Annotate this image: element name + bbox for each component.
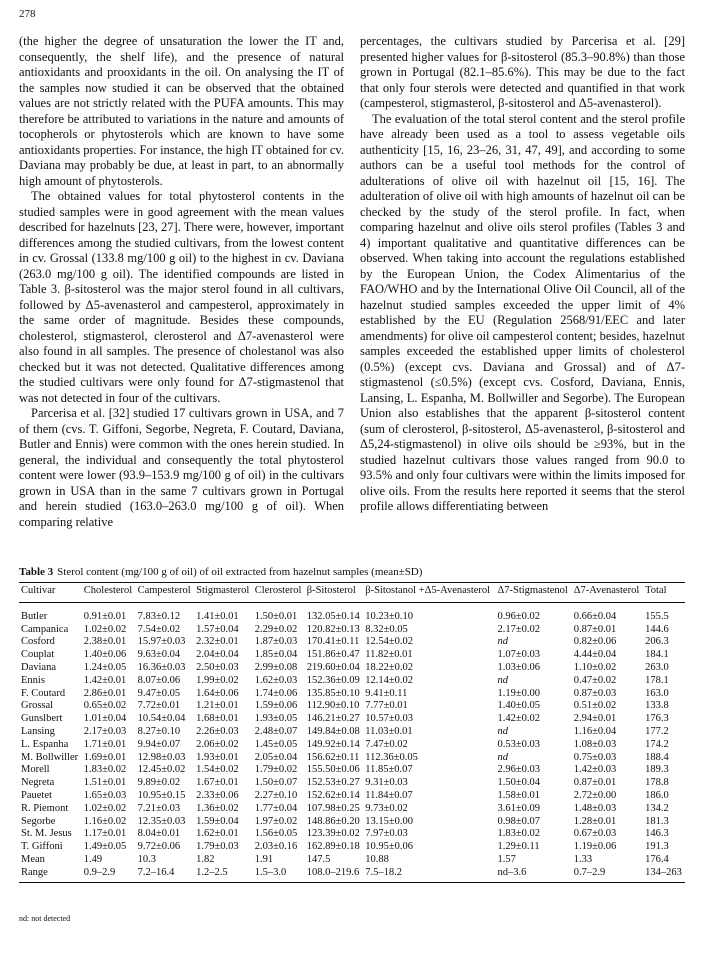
value-cell: 0.67±0.03 <box>573 828 617 840</box>
value-cell: nd–3.6 <box>496 867 572 882</box>
value-cell: 7.77±0.01 <box>365 700 408 712</box>
value-cell: 2.29±0.02 <box>254 623 298 635</box>
value-cell: 219.60±0.04 <box>306 661 360 673</box>
cultivar-cell: Couplat <box>21 649 55 661</box>
value-cell: 1.08±0.03 <box>573 738 617 750</box>
paragraph: (the higher the degree of unsaturation the lower the IT and, consequently, the shelf life), and the presence of natural antioxidants and prooxidants in the oil. On analysing the IT of the samples now studied it can be observed that the obtained values are not strictly related with the PUFA amounts. This may therefore be attributed to variations in the nature and amounts of tocopherols or phytosterols which are known to have some antioxidants properties. For instance, the high IT obtained for cv. Daviana may probably be due, at least in part, to an abnormally high amount of phytosterols. <box>19 34 344 188</box>
page-number: 278 <box>19 8 36 20</box>
value-cell: 12.54±0.02 <box>365 636 414 648</box>
value-cell: 1.83±0.02 <box>497 828 541 840</box>
value-cell: 146.3 <box>645 828 669 840</box>
cultivar-cell: St. M. Jesus <box>21 828 72 840</box>
paragraph: The evaluation of the total sterol content and the sterol profile have already been used as a tool to assess vegetable oils authenticity [15, 16, 23–26, 31, 47, 49], and according to some authors can be a useful tool methods for the control of adulterations of olive oil with hazelnut oil [15, 16]. The adulteration of olive oil with high amounts of hazelnut oil can be checked by the study of the sterol profile. In fact, when comparing hazelnut and olive oils sterol profiles (Tables 3 and 4) important qualitative and quantitative differences can be observed. When taking into account the regulations established by the European Union, the Codex Alimentarius of the FAO/WHO and by the International Olive Oil Council, all of the hazelnut studied samples exceeded the upper limit of 4% established by the EU (Regulation 2568/91/EEC and later amendments) for olive oil campesterol content; besides, hazelnut samples exceeded the established upper limits of cholesterol (0.5%) (except cvs. Daviana and Grossal) and of Δ7-stigmastenol (≤0.5%) (except cvs. Cosford, Daviana, Ennis, Lansing, L. Espanha, M. Bollwiller and Segorbe). The European Union also establishes that the apparent β-sitosterol content (sum of clerosterol, β-sitosterol, Δ5-avenasterol, β-sitosterol and Δ5,24-stigmastenol) in olive oils should be ≥93%, but in the studied hazelnut cultivars those values ranged from 90.0 to 93.5% and only four cultivars were within the limits imposed for olive oils. From the results here reported it seems that the sterol profile allows differentiating between <box>360 111 685 513</box>
cultivar-cell: Butler <box>21 610 48 622</box>
value-cell: 1.51±0.01 <box>83 777 127 789</box>
value-cell: 162.89±0.18 <box>306 841 360 853</box>
value-cell: 1.79±0.03 <box>196 841 239 853</box>
value-cell: 107.98±0.25 <box>306 802 360 814</box>
value-cell: 135.85±0.10 <box>306 687 360 699</box>
value-cell: 10.95±0.15 <box>137 789 186 801</box>
value-cell: 1.10±0.02 <box>573 661 617 673</box>
cultivar-cell: Gunslbert <box>21 713 63 725</box>
value-cell: 156.62±0.11 <box>306 751 360 763</box>
value-cell: nd <box>497 636 508 648</box>
value-cell: 2.32±0.01 <box>196 636 239 648</box>
value-cell: 13.15±0.00 <box>365 815 414 827</box>
value-cell: 8.07±0.06 <box>137 674 181 686</box>
cultivar-cell: Campanica <box>21 623 69 635</box>
value-cell: 120.82±0.13 <box>306 623 360 635</box>
value-cell: 9.72±0.06 <box>137 841 181 853</box>
table-row <box>19 854 685 867</box>
paragraph: Parcerisa et al. [32] studied 17 cultivars grown in USA, and 7 of them (cvs. T. Giffoni, Segorbe, Negreta, F. Coutard, Daviana, Butler and Ennis) were common with the ones herein studied. In general, the individual and consequently the total phytosterol content were lower (93.9–153.9 mg/100 g of oil) in the cultivars grown in USA than in the same 7 cultivars grown in Portugal and herein studied (163.0–263.0 mg/100 g of oil). When comparing relative <box>19 406 344 529</box>
value-cell: 11.85±0.07 <box>365 764 413 776</box>
value-cell: 177.2 <box>645 725 669 737</box>
table-row <box>19 739 685 752</box>
column-header: Clerosterol <box>253 583 305 603</box>
value-cell: 144.6 <box>645 623 669 635</box>
table-row <box>19 867 685 882</box>
cultivar-cell: Mean <box>21 853 45 865</box>
value-cell: 1.19±0.00 <box>497 687 541 699</box>
value-cell: nd <box>497 674 508 686</box>
value-cell: 1.54±0.02 <box>196 764 239 776</box>
value-cell: 149.84±0.08 <box>306 725 360 737</box>
value-cell: 152.53±0.27 <box>306 777 360 789</box>
value-cell: 2.03±0.16 <box>254 841 298 853</box>
cultivar-cell: T. Giffoni <box>21 841 63 853</box>
value-cell: 1.56±0.05 <box>254 828 298 840</box>
table-row <box>19 777 685 790</box>
value-cell: 12.98±0.03 <box>137 751 186 763</box>
table-row <box>19 700 685 713</box>
value-cell: 1.64±0.06 <box>196 687 239 699</box>
value-cell: 0.75±0.03 <box>573 751 617 763</box>
value-cell: 184.1 <box>645 649 669 661</box>
table-row <box>19 828 685 841</box>
value-cell: 1.29±0.11 <box>497 841 540 853</box>
value-cell: 1.01±0.04 <box>83 713 127 725</box>
value-cell: 10.57±0.03 <box>365 713 414 725</box>
value-cell: 1.40±0.05 <box>497 700 541 712</box>
value-cell: 134.2 <box>645 802 669 814</box>
value-cell: 1.02±0.02 <box>83 802 127 814</box>
value-cell: 191.3 <box>645 841 669 853</box>
column-header: β-Sitostanol +Δ5-Avenasterol <box>363 583 495 603</box>
value-cell: 8.04±0.01 <box>137 828 181 840</box>
value-cell: 1.68±0.01 <box>196 713 239 725</box>
value-cell: 1.07±0.03 <box>497 649 541 661</box>
value-cell: 1.65±0.03 <box>83 789 127 801</box>
table-caption-text: Sterol content (mg/100 g of oil) of oil extracted from hazelnut samples (mean±SD) <box>57 566 423 578</box>
right-column <box>360 34 685 534</box>
cultivar-cell: M. Bollwiller <box>21 751 79 763</box>
value-cell: 189.3 <box>645 764 669 776</box>
cultivar-cell: Cosford <box>21 636 55 648</box>
column-header: Δ7-Avenasterol <box>572 583 643 603</box>
value-cell: 1.67±0.01 <box>196 777 239 789</box>
value-cell: 0.87±0.03 <box>573 687 617 699</box>
value-cell: 11.84±0.07 <box>365 789 413 801</box>
value-cell: 1.85±0.04 <box>254 649 298 661</box>
value-cell: 0.91±0.01 <box>83 610 127 622</box>
value-cell: 2.72±0.00 <box>573 789 617 801</box>
value-cell: 133.8 <box>645 700 669 712</box>
value-cell: 1.16±0.04 <box>573 725 617 737</box>
value-cell: 0.65±0.02 <box>83 700 127 712</box>
value-cell: 1.28±0.01 <box>573 815 617 827</box>
value-cell: 1.33 <box>573 853 593 865</box>
value-cell: 4.44±0.04 <box>573 649 617 661</box>
value-cell: 112.36±0.05 <box>365 751 418 763</box>
column-header: Cultivar <box>19 583 82 603</box>
table-row <box>19 602 685 623</box>
value-cell: 9.94±0.07 <box>137 738 181 750</box>
value-cell: 1.2–2.5 <box>194 867 253 882</box>
value-cell: 0.87±0.01 <box>573 623 617 635</box>
table-caption <box>19 566 422 578</box>
table-row <box>19 803 685 816</box>
value-cell: 2.94±0.01 <box>573 713 617 725</box>
value-cell: 10.54±0.04 <box>137 713 186 725</box>
value-cell: 1.42±0.03 <box>573 764 617 776</box>
value-cell: 178.1 <box>645 674 669 686</box>
value-cell: 1.62±0.01 <box>196 828 239 840</box>
value-cell: 12.14±0.02 <box>365 674 414 686</box>
value-cell: 3.61±0.09 <box>497 802 541 814</box>
cultivar-cell: R. Piemont <box>21 802 69 814</box>
value-cell: 8.32±0.05 <box>365 623 408 635</box>
cultivar-cell: Daviana <box>21 661 56 673</box>
table-row <box>19 816 685 829</box>
table-row <box>19 726 685 739</box>
value-cell: 149.92±0.14 <box>306 738 360 750</box>
value-cell: 7.72±0.01 <box>137 700 181 712</box>
cultivar-cell: F. Coutard <box>21 687 66 699</box>
value-cell: 1.91 <box>254 853 274 865</box>
value-cell: 1.57 <box>497 853 516 865</box>
value-cell: 12.35±0.03 <box>137 815 186 827</box>
cultivar-cell: Ennis <box>21 674 45 686</box>
table-row <box>19 636 685 649</box>
value-cell: 132.05±0.14 <box>306 610 360 622</box>
table-row <box>19 649 685 662</box>
value-cell: 2.05±0.04 <box>254 751 298 763</box>
value-cell: 1.5–3.0 <box>253 867 305 882</box>
value-cell: 7.54±0.02 <box>137 623 181 635</box>
value-cell: 155.5 <box>645 610 669 622</box>
value-cell: 0.87±0.01 <box>573 777 617 789</box>
value-cell: 170.41±0.11 <box>306 636 360 648</box>
value-cell: 2.96±0.03 <box>497 764 541 776</box>
table-row <box>19 688 685 701</box>
value-cell: 2.38±0.01 <box>83 636 127 648</box>
value-cell: 1.16±0.02 <box>83 815 127 827</box>
value-cell: 0.66±0.04 <box>573 610 617 622</box>
cultivar-cell: Negreta <box>21 777 55 789</box>
value-cell: 178.8 <box>645 777 669 789</box>
value-cell: 9.63±0.04 <box>137 649 181 661</box>
value-cell: 0.9–2.9 <box>82 867 136 882</box>
column-header: Δ7-Stigmastenol <box>496 583 572 603</box>
value-cell: 1.69±0.01 <box>83 751 127 763</box>
table-row <box>19 675 685 688</box>
value-cell: 2.17±0.02 <box>497 623 541 635</box>
table-label: Table 3 <box>19 566 54 578</box>
value-cell: 152.36±0.09 <box>306 674 360 686</box>
value-cell: 2.06±0.02 <box>196 738 239 750</box>
value-cell: 1.49±0.05 <box>83 841 127 853</box>
value-cell: 263.0 <box>645 661 669 673</box>
table-body <box>19 602 685 882</box>
column-header: β-Sitosterol <box>305 583 364 603</box>
value-cell: 1.59±0.06 <box>254 700 298 712</box>
body-text <box>19 34 685 534</box>
value-cell: 1.93±0.01 <box>196 751 239 763</box>
value-cell: 16.36±0.03 <box>137 661 186 673</box>
value-cell: 9.47±0.05 <box>137 687 181 699</box>
value-cell: 2.50±0.03 <box>196 661 239 673</box>
column-header: Stigmasterol <box>194 583 253 603</box>
table-row <box>19 662 685 675</box>
value-cell: 8.27±0.10 <box>137 725 181 737</box>
value-cell: 108.0–219.6 <box>305 867 364 882</box>
paragraph: percentages, the cultivars studied by Parcerisa et al. [29] presented higher values for β-sitosterol (85.3–90.8%) than those grown in Portugal (82.1–85.6%). This may be due to the fact that only four sterols were detected and quantified in that work (campesterol, stigmasterol, β-sitosterol and Δ5-avenasterol). <box>360 34 685 110</box>
cultivar-cell: Lansing <box>21 725 55 737</box>
value-cell: 1.93±0.05 <box>254 713 298 725</box>
value-cell: 1.74±0.06 <box>254 687 298 699</box>
value-cell: 176.4 <box>645 853 669 865</box>
value-cell: 2.86±0.01 <box>83 687 127 699</box>
table-footnote: nd: not detected <box>19 914 71 923</box>
cultivar-cell: Range <box>19 867 82 882</box>
value-cell: 2.26±0.03 <box>196 725 239 737</box>
value-cell: 1.99±0.02 <box>196 674 239 686</box>
value-cell: 1.97±0.02 <box>254 815 298 827</box>
value-cell: 151.86±0.47 <box>306 649 360 661</box>
left-column <box>19 34 344 534</box>
value-cell: 1.50±0.01 <box>254 610 298 622</box>
value-cell: 1.02±0.02 <box>83 623 127 635</box>
table-row <box>19 624 685 637</box>
table-row <box>19 764 685 777</box>
value-cell: 0.51±0.02 <box>573 700 617 712</box>
value-cell: 10.95±0.06 <box>365 841 414 853</box>
column-header: Cholesterol <box>82 583 136 603</box>
value-cell: 7.83±0.12 <box>137 610 181 622</box>
value-cell: 0.47±0.02 <box>573 674 617 686</box>
value-cell: 7.97±0.03 <box>365 828 408 840</box>
table-row <box>19 841 685 854</box>
value-cell: 1.42±0.01 <box>83 674 127 686</box>
value-cell: 1.40±0.06 <box>83 649 127 661</box>
cultivar-cell: Pauetet <box>21 789 52 801</box>
value-cell: nd <box>497 725 508 737</box>
value-cell: 0.96±0.02 <box>497 610 541 622</box>
value-cell: 10.3 <box>137 853 156 865</box>
value-cell: 148.86±0.20 <box>306 815 360 827</box>
value-cell: 1.57±0.04 <box>196 623 239 635</box>
value-cell: 186.0 <box>645 789 669 801</box>
column-header: Campesterol <box>136 583 195 603</box>
value-cell: 112.90±0.10 <box>306 700 360 712</box>
value-cell: 0.98±0.07 <box>497 815 541 827</box>
value-cell: 123.39±0.02 <box>306 828 360 840</box>
value-cell: 1.36±0.02 <box>196 802 239 814</box>
value-cell: 10.88 <box>365 853 389 865</box>
value-cell: 7.5–18.2 <box>363 867 495 882</box>
value-cell: 18.22±0.02 <box>365 661 414 673</box>
value-cell: 11.03±0.01 <box>365 725 413 737</box>
value-cell: 15.97±0.03 <box>137 636 186 648</box>
column-header: Total <box>643 583 685 603</box>
value-cell: 174.2 <box>645 738 669 750</box>
value-cell: 2.33±0.06 <box>196 789 239 801</box>
value-cell: 1.62±0.03 <box>254 674 298 686</box>
cultivar-cell: Grossal <box>21 700 54 712</box>
value-cell: nd <box>497 751 508 763</box>
table-row <box>19 790 685 803</box>
value-cell: 1.24±0.05 <box>83 661 127 673</box>
value-cell: 1.49 <box>83 853 103 865</box>
value-cell: 1.77±0.04 <box>254 802 298 814</box>
value-cell: 1.59±0.04 <box>196 815 239 827</box>
value-cell: 7.2–16.4 <box>136 867 195 882</box>
value-cell: 9.41±0.11 <box>365 687 408 699</box>
value-cell: 1.79±0.02 <box>254 764 298 776</box>
value-cell: 147.5 <box>306 853 331 865</box>
value-cell: 7.21±0.03 <box>137 802 181 814</box>
table-row <box>19 713 685 726</box>
value-cell: 163.0 <box>645 687 669 699</box>
value-cell: 1.41±0.01 <box>196 610 239 622</box>
value-cell: 0.7–2.9 <box>572 867 643 882</box>
value-cell: 9.89±0.02 <box>137 777 181 789</box>
value-cell: 10.23±0.10 <box>365 610 414 622</box>
value-cell: 7.47±0.02 <box>365 738 408 750</box>
value-cell: 206.3 <box>645 636 669 648</box>
value-cell: 176.3 <box>645 713 669 725</box>
value-cell: 2.04±0.04 <box>196 649 239 661</box>
value-cell: 0.82±0.06 <box>573 636 617 648</box>
value-cell: 1.50±0.04 <box>497 777 541 789</box>
value-cell: 0.53±0.03 <box>497 738 541 750</box>
value-cell: 2.27±0.10 <box>254 789 298 801</box>
value-cell: 146.21±0.27 <box>306 713 360 725</box>
value-cell: 152.62±0.14 <box>306 789 360 801</box>
value-cell: 1.21±0.01 <box>196 700 239 712</box>
value-cell: 1.03±0.06 <box>497 661 541 673</box>
value-cell: 1.87±0.03 <box>254 636 298 648</box>
table-header-row <box>19 583 685 603</box>
value-cell: 1.19±0.06 <box>573 841 617 853</box>
value-cell: 1.50±0.07 <box>254 777 298 789</box>
value-cell: 1.82 <box>196 853 215 865</box>
value-cell: 155.50±0.06 <box>306 764 360 776</box>
table-row <box>19 752 685 765</box>
value-cell: 1.83±0.02 <box>83 764 127 776</box>
value-cell: 1.17±0.01 <box>83 828 127 840</box>
value-cell: 1.42±0.02 <box>497 713 541 725</box>
paragraph: The obtained values for total phytosterol contents in the studied samples were in good agreement with the mean values described for hazelnuts [23, 27]. There were, however, important differences among the studied cultivars, from the lowest content in cv. Grossal (133.8 mg/100 g oil) to the highest in cv. Daviana (263.0 mg/100 g oil). The identified compounds are listed in Table 3. β-sitosterol was the major sterol found in all cultivars, followed by Δ5-avenasterol and campesterol, approximately in the same order of magnitude. Besides these compounds, cholesterol, stigmasterol, clerosterol and Δ7-avenasterol were also found in all samples. The presence of cholestanol was also checked but it was not detected. Qualitative differences among the studied cultivars were only found for Δ7-stigmastenol that was not detected in four of the cultivars. <box>19 189 344 405</box>
value-cell: 2.17±0.03 <box>83 725 127 737</box>
value-cell: 1.58±0.01 <box>497 789 541 801</box>
value-cell: 1.45±0.05 <box>254 738 298 750</box>
value-cell: 11.82±0.01 <box>365 649 413 661</box>
value-cell: 188.4 <box>645 751 669 763</box>
value-cell: 9.73±0.02 <box>365 802 408 814</box>
cultivar-cell: Segorbe <box>21 815 56 827</box>
value-cell: 181.3 <box>645 815 669 827</box>
cultivar-cell: Morell <box>21 764 50 776</box>
value-cell: 134–263 <box>643 867 685 882</box>
value-cell: 1.71±0.01 <box>83 738 127 750</box>
sterol-table <box>19 582 685 883</box>
value-cell: 12.45±0.02 <box>137 764 186 776</box>
value-cell: 2.48±0.07 <box>254 725 298 737</box>
value-cell: 2.99±0.08 <box>254 661 298 673</box>
cultivar-cell: L. Espanha <box>21 738 69 750</box>
value-cell: 9.31±0.03 <box>365 777 408 789</box>
value-cell: 1.48±0.03 <box>573 802 617 814</box>
